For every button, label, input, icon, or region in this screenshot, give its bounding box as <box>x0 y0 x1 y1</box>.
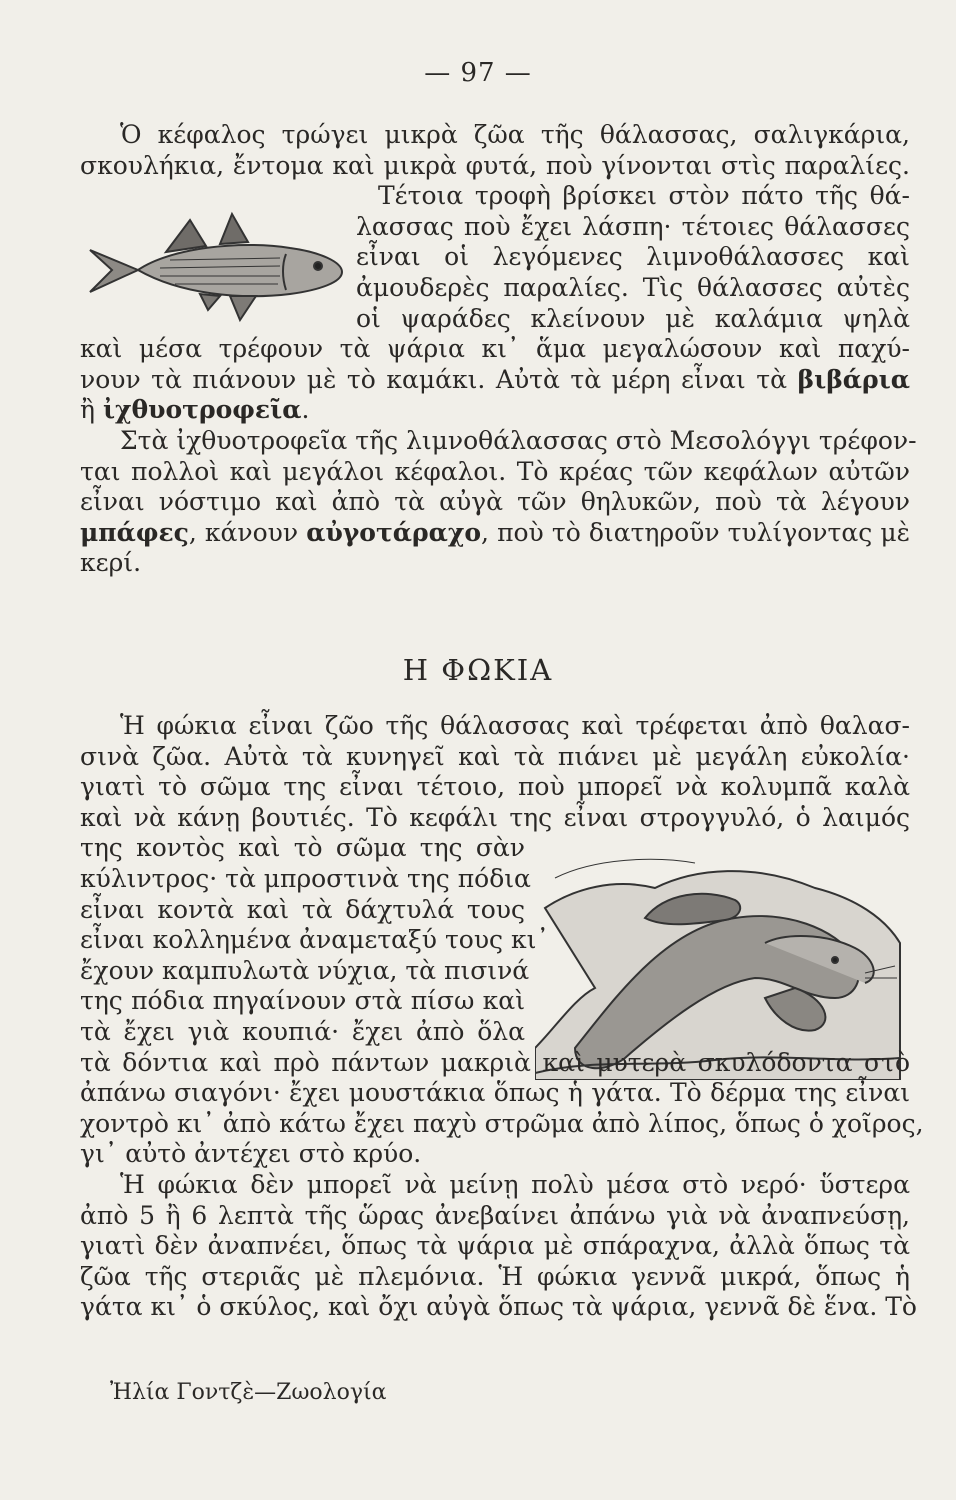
text-line: κερί. <box>80 548 142 578</box>
text-line: ἔχουν καμπυλωτὰ νύχια, τὰ πισινά <box>80 955 530 985</box>
text-line: εἶναι νόστιμο καὶ ἀπὸ τὰ αὐγὰ τῶν θηλυκῶν, ποὺ τὰ λέγουν <box>80 487 910 517</box>
text-line: ζῶα τῆς στεριᾶς μὲ πλεμόνια. Ἡ φώκια γεννᾶ μικρά, ὅπως ἡ <box>80 1261 910 1291</box>
text-line: σινὰ ζῶα. Αὐτὰ τὰ κυνηγεῖ καὶ τὰ πιάνει μὲ μεγάλη εὐκολία· <box>80 741 910 771</box>
text-line: Στὰ ἰχθυοτροφεῖα τῆς λιμνοθάλασσας στὸ Μεσολόγγι τρέφον- <box>120 425 917 455</box>
text-line: ἀμουδερὲς παραλίες. Τὶς θάλασσες αὐτὲς <box>356 272 910 302</box>
text-line: Ὁ κέφαλος τρώγει μικρὰ ζῶα τῆς θάλασσας, σαλιγκάρια, <box>120 120 910 149</box>
text-line <box>80 395 910 426</box>
text-line: Ἡ φώκια εἶναι ζῶο τῆς θάλασσας καὶ τρέφεται ἀπὸ θαλασ- <box>120 711 910 740</box>
text-line: Ἡ φώκια δὲν μπορεῖ νὰ μείνῃ πολὺ μέσα στὸ νερό· ὕστερα <box>120 1169 910 1199</box>
term-vivaria: βιβάρια <box>797 364 910 394</box>
text-line: κύλιντρος· τὰ μπροστινὰ της πόδια <box>80 863 531 893</box>
text-line: χοντρὸ κι᾿ ἀπὸ κάτω ἔχει παχὺ στρῶμα ἀπὸ λίπος, ὅπως ὁ χοῖρος, <box>80 1108 924 1138</box>
term-avgotaraho: αὐγοτάραχο <box>306 517 482 547</box>
text-line: της πόδια πηγαίνουν στὰ πίσω καὶ <box>80 986 525 1016</box>
text-line: ἀπάνω σιαγόνι· ἔχει μουστάκια ὅπως ἡ γάτα. Τὸ δέρμα της εἶναι <box>80 1078 910 1108</box>
text-line: εἶναι κολλημένα ἀναμεταξύ τους κι᾿ <box>80 925 549 955</box>
text-line: Τέτοια τροφὴ βρίσκει στὸν πάτο τῆς θά- <box>378 181 910 211</box>
text-line: γιατὶ τὸ σῶμα της εἶναι τέτοιο, ποὺ μπορεῖ νὰ κολυμπᾶ καλὰ <box>80 772 910 802</box>
section-heading: Η ΦΩΚΙΑ <box>402 653 554 687</box>
footer-signature: Ἠλία Γοντζὲ—Ζωολογία <box>110 1380 387 1405</box>
text-line: εἶναι κοντὰ καὶ τὰ δάχτυλά τους <box>80 894 525 924</box>
text-line <box>80 518 910 549</box>
text-line: τὰ δόντια καὶ πρὸ πάντων μακριὰ καὶ μυτερὰ σκυλόδοντα στὸ <box>80 1047 910 1077</box>
text-line: γι᾿ αὐτὸ ἀντέχει στὸ κρύο. <box>80 1139 422 1169</box>
section-mullet <box>80 120 917 579</box>
text-line: γιατὶ δὲν ἀναπνέει, ὅπως τὰ ψάρια μὲ σπάραχνα, ἀλλὰ ὅπως τὰ <box>80 1231 910 1261</box>
term-mpafes: μπάφες <box>80 517 189 547</box>
text-line: της κοντὸς καὶ τὸ σῶμα της σὰν <box>80 833 525 863</box>
text-line: λασσας ποὺ ἔχει λάσπη· τέτοιες θάλασσες <box>356 211 910 241</box>
line-text: , ποὺ τὸ διατηροῦν τυλίγοντας μὲ <box>481 517 910 547</box>
text-line: ἀπὸ 5 ἢ 6 λεπτὰ τῆς ὥρας ἀνεβαίνει ἀπάνω γιὰ νὰ ἀναπνεύσῃ, <box>80 1200 910 1230</box>
text-line: καὶ νὰ κάνῃ βουτιές. Τὸ κεφάλι της εἶναι στρογγυλό, ὁ λαιμός <box>80 802 910 832</box>
text-line: καὶ μέσα τρέφουν τὰ ψάρια κι᾿ ἅμα μεγαλώσουν καὶ παχύ- <box>80 334 910 364</box>
line-text: ἢ <box>80 395 103 425</box>
line-text: . <box>301 395 310 425</box>
text-line: οἱ ψαράδες κλείνουν μὲ καλάμια ψηλὰ <box>356 303 910 333</box>
text-line: ται πολλοὶ καὶ μεγάλοι κέφαλοι. Τὸ κρέας τῶν κεφάλων αὐτῶν <box>80 456 910 486</box>
line-text: νουν τὰ πιάνουν μὲ τὸ καμάκι. Αὐτὰ τὰ μέρη εἶναι τὰ <box>80 364 798 394</box>
text-line <box>80 365 910 396</box>
line-text: , κάνουν <box>188 517 307 547</box>
text-line: γάτα κι᾿ ὁ σκύλος, καὶ ὄχι αὐγὰ ὅπως τὰ ψάρια, γεννᾶ δὲ ἕνα. Τὸ <box>80 1292 917 1322</box>
text-line: τὰ ἔχει γιὰ κουπιά· ἔχει ἀπὸ ὅλα <box>80 1016 525 1046</box>
text-line: εἶναι οἱ λεγόμενες λιμνοθάλασσες καὶ <box>356 242 910 272</box>
page-number: — 97 — <box>424 58 532 88</box>
text-line: σκουλήκια, ἔντομα καὶ μικρὰ φυτά, ποὺ γίνονται στὶς παραλίες. <box>80 150 910 180</box>
term-fish-farms: ἰχθυοτροφεῖα <box>102 395 302 425</box>
section-seal <box>80 711 924 1323</box>
